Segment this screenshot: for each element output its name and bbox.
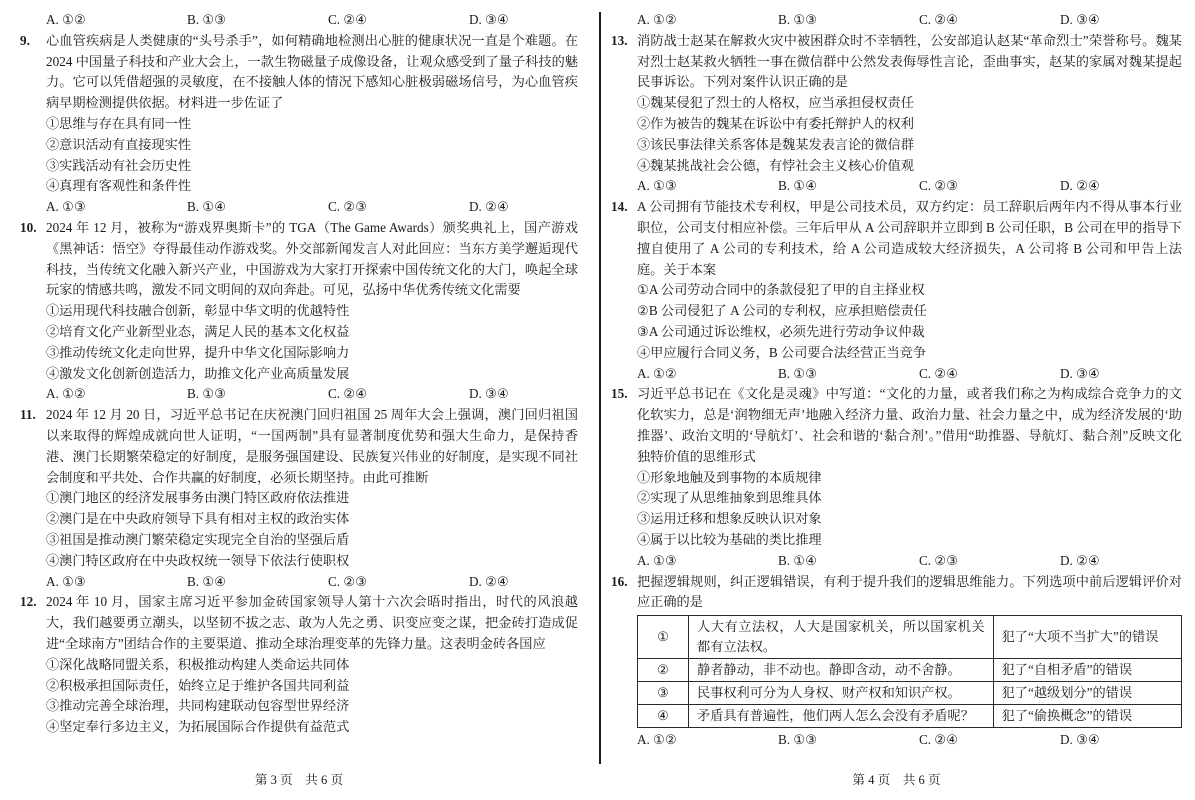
answer-choice: B. ①④	[187, 573, 227, 589]
row-number: ④	[638, 705, 689, 728]
row-evaluation: 犯了“越级划分”的错误	[993, 682, 1181, 705]
question-15	[611, 384, 1182, 571]
answer-choice: C. ②③	[328, 573, 368, 589]
question-body	[637, 197, 1182, 384]
row-number: ②	[638, 659, 689, 682]
question-12	[20, 592, 578, 738]
option-line: ①澳门地区的经济发展事务由澳门特区政府依法推进	[46, 490, 350, 506]
answer-choice: A. ①②	[637, 732, 677, 748]
page-divider-line	[599, 12, 601, 764]
option-line: ④甲应履行合同义务，B 公司要合法经营正当竞争	[637, 344, 927, 360]
answer-choice: B. ①③	[187, 12, 227, 27]
option-line: ④激发文化创新创造活力，助推文化产业高质量发展	[46, 365, 350, 381]
row-statement: 民事权利可分为人身权、财产权和知识产权。	[689, 682, 994, 705]
question-10	[20, 218, 578, 405]
question-number: 11.	[20, 407, 36, 423]
answer-choice: B. ①③	[778, 12, 818, 27]
question-body	[637, 31, 1182, 197]
option-line: ④魏某挑战社会公德，有悖社会主义核心价值观	[637, 157, 914, 173]
question-number: 10.	[20, 219, 37, 235]
question-number: 15.	[611, 386, 628, 402]
question-16	[611, 572, 1182, 751]
answer-choice: D. ③④	[469, 386, 509, 402]
page-3	[20, 10, 578, 738]
carryover-answer-row	[637, 10, 1182, 31]
answer-choice: B. ①④	[778, 178, 818, 194]
answer-row	[46, 384, 578, 405]
question-stem: 习近平总书记在《文化是灵魂》中写道：“文化的力量，或者我们称之为构成综合竞争力的文化软实力，总是‘润物细无声’地融入经济力量、政治力量、社会力量之中，成为经济发展的‘助推器’、政治文明的‘导航灯’、社会和谐的‘黏合剂’。”借用“助推器、导航灯、黏合剂”反映文化独特价值的思维形式	[637, 386, 1182, 464]
option-line: ①思维与存在具有同一性	[46, 115, 192, 131]
question-number: 9.	[20, 32, 30, 48]
page-3-footer: 第 3 页 共 6 页	[254, 773, 344, 787]
option-line: ②培育文化产业新型业态，满足人民的基本文化权益	[46, 323, 350, 339]
option-line: ②澳门是在中央政府领导下具有相对主权的政治实体	[46, 511, 350, 527]
carryover-answer-row	[46, 10, 578, 31]
answer-row	[637, 364, 1182, 385]
question-body	[46, 218, 578, 405]
answer-choice: A. ①③	[637, 178, 677, 194]
answer-choice: D. ②④	[1060, 178, 1100, 194]
answer-choice: D. ②④	[469, 573, 509, 589]
option-line: ③该民事法律关系客体是魏某发表言论的微信群	[637, 136, 914, 152]
row-statement: 静者静动，非不动也。静即含动，动不舍静。	[689, 659, 994, 682]
question-body	[637, 384, 1182, 571]
answer-choice: C. ②④	[328, 386, 368, 402]
option-line: ①形象地触及到事物的本质规律	[637, 469, 822, 485]
option-line: ④澳门特区政府在中央政权统一领导下依法行使职权	[46, 552, 350, 568]
question-11	[20, 405, 578, 592]
option-line: ①深化战略同盟关系，积极推动构建人类命运共同体	[46, 656, 350, 672]
answer-choice: B. ①③	[187, 386, 227, 402]
question-stem: 心血管疾病是人类健康的“头号杀手”，如何精确地检测出心脏的健康状况一直是个难题。在 2024 中国量子科技和产业大会上，一款生物磁量子成像设备，让观众感受到了量子科技的魅力。它可以凭借超强的灵敏度，在不接触人体的情况下感知心脏极弱磁场信号，为心血管疾病早期检测提供依据。材料进一步佐证了	[46, 32, 578, 111]
answer-row	[46, 572, 578, 593]
answer-choice: B. ①③	[778, 732, 818, 748]
question-13	[611, 31, 1182, 197]
option-line: ④坚定奉行多边主义，为拓展国际合作提供有益范式	[46, 719, 350, 735]
question-number: 14.	[611, 199, 628, 215]
answer-choice: C. ②④	[919, 365, 959, 381]
question-stem: 2024 年 10 月，国家主席习近平参加金砖国家领导人第十六次会晤时指出，时代的风浪越大，我们越要勇立潮头，以坚韧不拔之志、敢为人先之勇、识变应变之谋，把金砖打造成促进“全球南方”团结合作的主要渠道、推动全球治理变革的先锋力量。这表明金砖各国应	[46, 594, 578, 651]
answer-choice: D. ③④	[1060, 12, 1100, 27]
row-statement: 人大有立法权，人大是国家机关，所以国家机关都有立法权。	[689, 616, 994, 659]
row-number: ①	[638, 616, 689, 659]
answer-choice: B. ①④	[187, 199, 227, 215]
table-row	[638, 616, 1182, 659]
question-stem: 2024 年 12 月，被称为“游戏界奥斯卡”的 TGA（The Game Awards）颁奖典礼上，国产游戏《黑神话：悟空》夺得最佳动作游戏奖。外交部新闻发言人对此回应：当东方美学邂逅现代科技，当传统文化融入新兴产业，中国游戏为大家打开探索中国传统文化的大门，唤起全球玩家的情感共鸣，激发不同文明间的双向奔赴。可见，弘扬中华优秀传统文化需要	[46, 219, 578, 298]
option-line: ③实践活动有社会历史性	[46, 157, 192, 173]
option-line: ③祖国是推动澳门繁荣稳定实现完全自治的坚强后盾	[46, 531, 350, 547]
answer-choice: D. ③④	[1060, 365, 1100, 381]
question-14	[611, 197, 1182, 384]
option-line: ④真理有客观性和条件性	[46, 178, 192, 194]
row-statement: 矛盾具有普遍性，他们两人怎么会没有矛盾呢？	[689, 705, 994, 728]
answer-row	[637, 551, 1182, 572]
answer-choice: A. ①②	[637, 12, 677, 27]
option-line: ③推动传统文化走向世界，提升中华文化国际影响力	[46, 344, 350, 360]
question-9	[20, 31, 578, 218]
page-4	[611, 10, 1182, 751]
option-line: ③A 公司通过诉讼维权，必须先进行劳动争议仲裁	[637, 323, 925, 339]
row-evaluation: 犯了“偷换概念”的错误	[993, 705, 1181, 728]
logic-evaluation-table	[637, 615, 1182, 728]
option-line: ③运用迁移和想象反映认识对象	[637, 511, 822, 527]
answer-choice: A. ①②	[46, 386, 86, 402]
question-stem: 2024 年 12 月 20 日，习近平总书记在庆祝澳门回归祖国 25 周年大会上强调，澳门回归祖国以来取得的辉煌成就向世人证明，“一国两制”具有显著制度优势和强大生命力，是保持香港、澳门长期繁荣稳定的好制度，是服务强国建设、民族复兴伟业的好制度，是实现不同社会制度和平共处、合作共赢的好制度，必须长期坚持。由此可推断	[46, 407, 578, 485]
option-line: ②B 公司侵犯了 A 公司的专利权，应承担赔偿责任	[637, 303, 927, 319]
question-body	[46, 592, 578, 738]
answer-choice: B. ①③	[778, 365, 818, 381]
question-body	[46, 405, 578, 592]
table-row	[638, 705, 1182, 728]
question-stem: 消防战士赵某在解救火灾中被困群众时不幸牺牲，公安部追认赵某“革命烈士”荣誉称号。魏某对烈士赵某救火牺牲一事在微信群中公然发表侮辱性言论，歪曲事实，赵某的家属对魏某提起民事诉讼。下列对案件认识正确的是	[637, 32, 1182, 90]
row-number: ③	[638, 682, 689, 705]
answer-choice: C. ②④	[328, 12, 368, 27]
option-line: ②作为被告的魏某在诉讼中有委托辩护人的权利	[637, 115, 914, 131]
option-line: ①运用现代科技融合创新，彰显中华文明的优越特性	[46, 303, 350, 319]
page-4-footer: 第 4 页 共 6 页	[852, 773, 941, 787]
answer-row	[637, 730, 1182, 751]
answer-choice: B. ①④	[778, 552, 818, 568]
answer-row	[46, 197, 578, 218]
option-line: ①A 公司劳动合同中的条款侵犯了甲的自主择业权	[637, 282, 925, 298]
question-number: 12.	[20, 594, 37, 610]
answer-choice: A. ①②	[46, 12, 86, 27]
answer-choice: D. ③④	[469, 12, 509, 27]
answer-choice: D. ③④	[1060, 732, 1100, 748]
answer-choice: A. ①②	[637, 365, 677, 381]
option-line: ③推动完善全球治理，共同构建联动包容型世界经济	[46, 698, 350, 714]
option-line: ④属于以比较为基础的类比推理	[637, 531, 822, 547]
table-row	[638, 659, 1182, 682]
question-number: 13.	[611, 32, 628, 48]
option-line: ②积极承担国际责任，始终立足于维护各国共同利益	[46, 677, 350, 693]
table-row	[638, 682, 1182, 705]
question-stem: A 公司拥有节能技术专利权，甲是公司技术员，双方约定：员工辞职后两年内不得从事本行业职位，公司支付相应补偿。三年后甲从 A 公司辞职并立即到 B 公司任职，B 公司在甲的指导下擅自使用了 A 公司的专利技术，给 A 公司造成较大经济损失，A 公司将 B 公司和甲告上法庭。关于本案	[637, 199, 1182, 277]
question-body	[637, 572, 1182, 751]
option-line: ②意识活动有直接现实性	[46, 136, 192, 152]
question-number: 16.	[611, 573, 628, 589]
answer-choice: C. ②③	[919, 178, 959, 194]
answer-choice: D. ②④	[469, 199, 509, 215]
answer-choice: C. ②④	[919, 12, 959, 27]
answer-choice: C. ②④	[919, 732, 959, 748]
answer-choice: A. ①③	[46, 573, 86, 589]
answer-choice: A. ①③	[46, 199, 86, 215]
option-line: ②实现了从思维抽象到思维具体	[637, 490, 822, 506]
answer-choice: A. ①③	[637, 552, 677, 568]
answer-choice: D. ②④	[1060, 552, 1100, 568]
answer-choice: C. ②③	[328, 199, 368, 215]
row-evaluation: 犯了“大项不当扩大”的错误	[993, 616, 1181, 659]
answer-row	[637, 176, 1182, 197]
option-line: ①魏某侵犯了烈士的人格权，应当承担侵权责任	[637, 95, 914, 111]
question-stem: 把握逻辑规则，纠正逻辑错误，有利于提升我们的逻辑思维能力。下列选项中前后逻辑评价对应正确的是	[637, 573, 1182, 610]
row-evaluation: 犯了“自相矛盾”的错误	[993, 659, 1181, 682]
question-body	[46, 31, 578, 218]
answer-choice: C. ②③	[919, 552, 959, 568]
